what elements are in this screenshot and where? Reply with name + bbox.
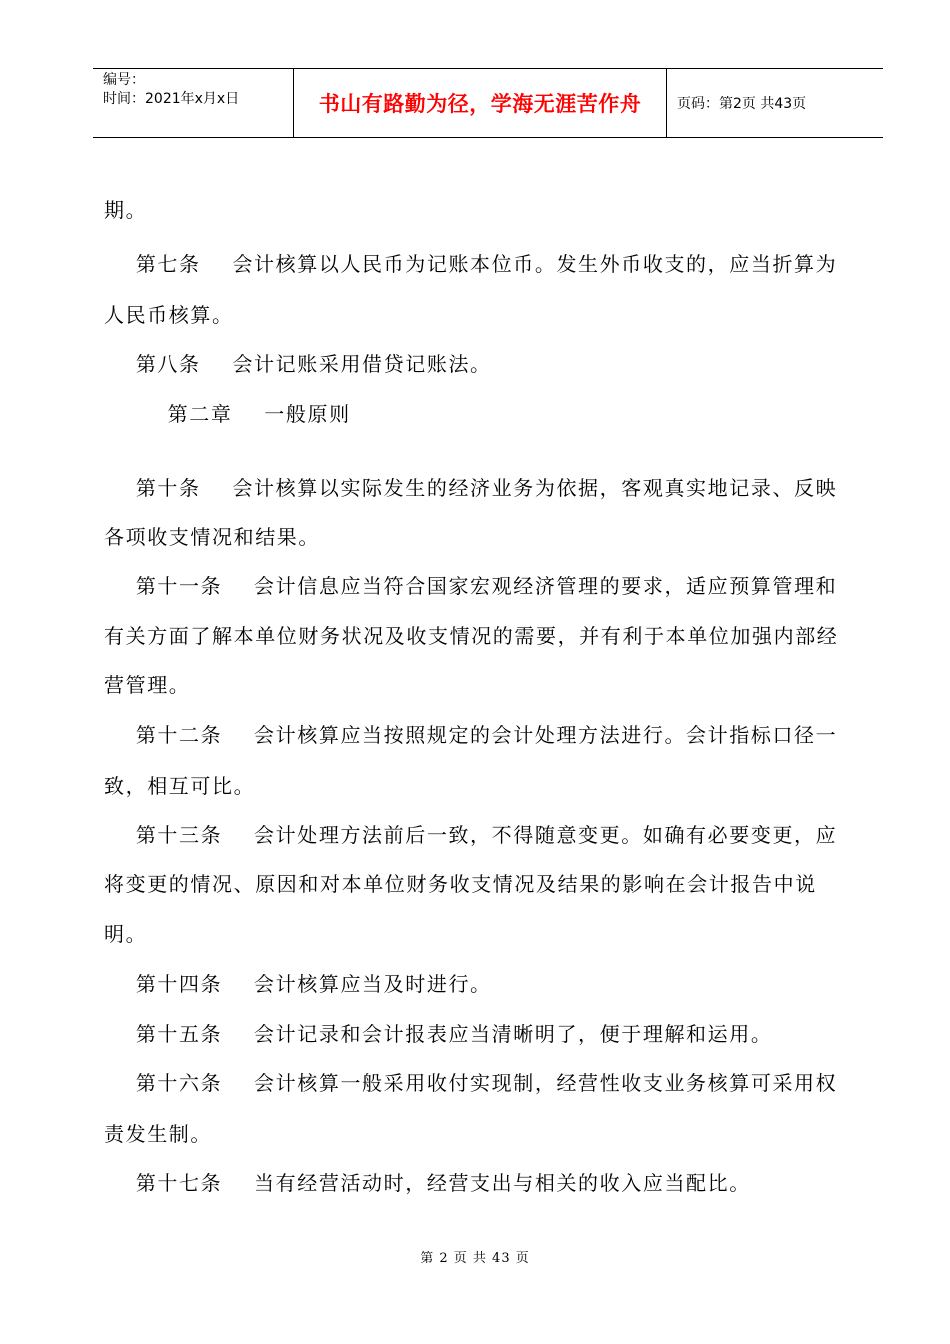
text-line: 致，相互可比。 bbox=[104, 774, 256, 798]
text-line: 第十二条 会计核算应当按照规定的会计处理方法进行。会计指标口径一 bbox=[104, 723, 838, 747]
text-line: 营管理。 bbox=[104, 673, 191, 697]
text-line: 人民币核算。 bbox=[104, 303, 234, 327]
chapter-heading: 第二章 一般原则 bbox=[104, 402, 351, 426]
code-label: 编号： bbox=[103, 72, 145, 88]
header-page-cell bbox=[667, 69, 883, 137]
text-line: 期。 bbox=[104, 198, 148, 222]
text-line: 有关方面了解本单位财务状况及收支情况的需要，并有利于本单位加强内部经 bbox=[104, 624, 839, 648]
text-line: 第七条 会计核算以人民币为记账本位币。发生外币收支的，应当折算为 bbox=[104, 252, 838, 276]
time-label: 时间：2021年x月x日 bbox=[103, 91, 240, 107]
text-line: 责发生制。 bbox=[104, 1122, 212, 1146]
text-line: 第十五条 会计记录和会计报表应当清晰明了，便于理解和运用。 bbox=[104, 1022, 773, 1046]
page-info: 页码：第2页 共43页 bbox=[677, 96, 807, 112]
text-line: 将变更的情况、原因和对本单位财务收支情况及结果的影响在会计报告中说 bbox=[104, 872, 817, 896]
text-line: 第十三条 会计处理方法前后一致，不得随意变更。如确有必要变更，应 bbox=[104, 823, 838, 847]
motto-text: 书山有路勤为径，学海无涯苦作舟 bbox=[318, 92, 642, 116]
text-line: 明。 bbox=[104, 922, 148, 946]
header-meta-cell bbox=[93, 69, 294, 137]
document-header bbox=[93, 68, 883, 138]
text-line: 各项收支情况和结果。 bbox=[104, 525, 320, 549]
text-line: 第十六条 会计核算一般采用收付实现制，经营性收支业务核算可采用权 bbox=[104, 1071, 838, 1095]
header-motto-cell bbox=[294, 69, 667, 137]
text-line: 第十一条 会计信息应当符合国家宏观经济管理的要求，适应预算管理和 bbox=[104, 574, 838, 598]
page-footer: 第 2 页 共 43 页 bbox=[420, 1251, 530, 1266]
text-line: 第八条 会计记账采用借贷记账法。 bbox=[104, 352, 492, 376]
text-line: 第十条 会计核算以实际发生的经济业务为依据，客观真实地记录、反映 bbox=[104, 476, 838, 500]
text-line: 第十七条 当有经营活动时，经营支出与相关的收入应当配比。 bbox=[104, 1171, 751, 1195]
text-line: 第十四条 会计核算应当及时进行。 bbox=[104, 972, 492, 996]
